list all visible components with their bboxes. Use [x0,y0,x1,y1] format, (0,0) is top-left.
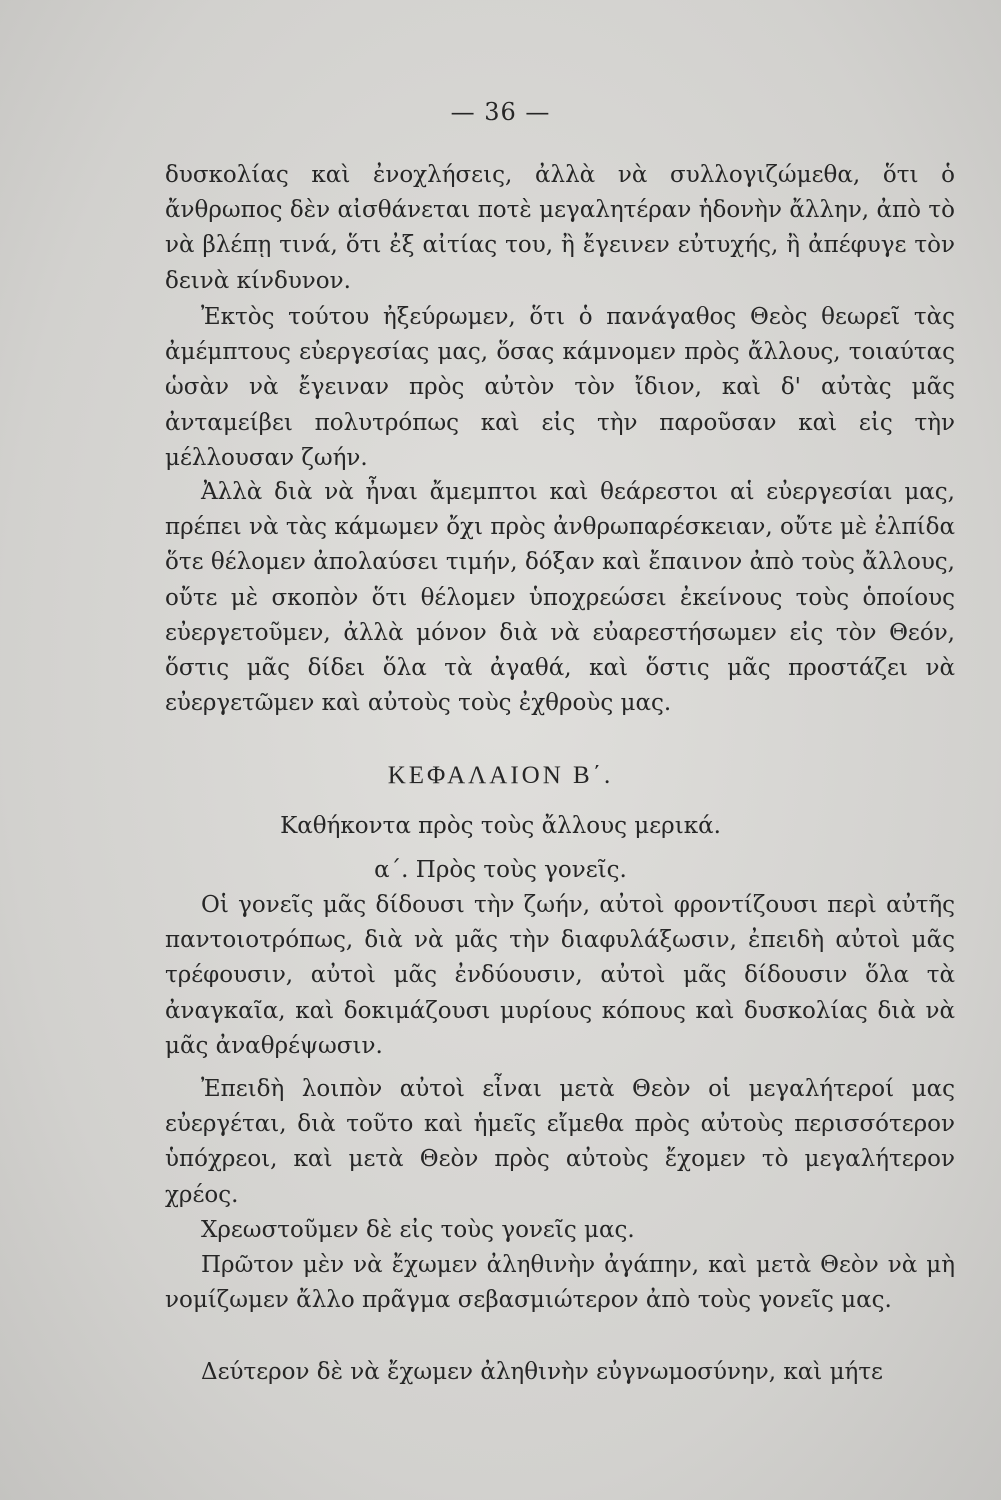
paragraph-3 [165,475,955,721]
chapter-subtitle: Καθήκοντα πρὸς τοὺς ἄλλους μερικά. [280,813,721,839]
paragraph-text: Χρεωστοῦμεν δὲ εἰς τοὺς γονεῖς μας. [201,1217,635,1243]
paragraph-text: δυσκολίας καὶ ἐνοχλήσεις, ἀλλὰ νὰ συλλογιζώμεθα, ὅτι ὁ ἄνθρωπος δὲν αἰσθάνεται ποτὲ μεγαλητέραν ἡδονὴν ἄλλην, ἀπὸ τὸ νὰ βλέπῃ τινά, ὅτι ἐξ αἰτίας του, ἢ ἔγεινεν εὐτυχής, ἢ ἀπέφυγε τὸν δεινὰ κίνδυνον. [165,162,955,294]
section-title: α΄. Πρὸς τοὺς γονεῖς. [374,857,627,883]
paragraph-2 [165,300,955,476]
paragraph-text: Πρῶτον μὲν νὰ ἔχωμεν ἀληθινὴν ἀγάπην, καὶ μετὰ Θεὸν νὰ μὴ νομίζωμεν ἄλλο πρᾶγμα σεβασμιώτερον ἀπὸ τοὺς γονεῖς μας. [165,1252,955,1314]
paragraph-6 [165,1213,955,1248]
paragraph-7 [165,1248,955,1318]
chapter-title: ΚΕΦΑΛΑΙΟΝ Β΄. [387,762,614,789]
paragraph-text: Οἱ γονεῖς μᾶς δίδουσι τὴν ζωήν, αὐτοὶ φροντίζουσι περὶ αὐτῆς παντοιοτρόπως, διὰ νὰ μᾶς τὴν διαφυλάξωσιν, ἐπειδὴ αὐτοὶ μᾶς τρέφουσιν, αὐτοὶ μᾶς ἐνδύουσιν, αὐτοὶ μᾶς δίδουσιν ὅλα τὰ ἀναγκαῖα, καὶ δοκιμάζουσι μυρίους κόπους καὶ δυσκολίας διὰ νὰ μᾶς ἀναθρέψωσιν. [165,892,955,1059]
paragraph-8 [165,1355,955,1390]
page-number: — 36 — [450,98,551,126]
paragraph-1 [165,158,955,299]
paragraph-text: Ἐπειδὴ λοιπὸν αὐτοὶ εἶναι μετὰ Θεὸν οἱ μεγαλήτεροί μας εὐεργέται, διὰ τοῦτο καὶ ἡμεῖς εἴμεθα πρὸς αὐτοὺς περισσότερον ὑπόχρεοι, καὶ μετὰ Θεὸν πρὸς αὐτοὺς ἔχομεν τὸ μεγαλήτερον χρέος. [165,1076,955,1208]
paragraph-text: Ἀλλὰ διὰ νὰ ἦναι ἄμεμπτοι καὶ θεάρεστοι αἱ εὐεργεσίαι μας, πρέπει νὰ τὰς κάμωμεν ὄχι πρὸς ἀνθρωπαρέσκειαν, οὔτε μὲ ἐλπίδα ὅτε θέλομεν ἀπολαύσει τιμήν, δόξαν καὶ ἔπαινον ἀπὸ τοὺς ἄλλους, οὔτε μὲ σκοπὸν ὅτι θέλομεν ὑποχρεώσει ἐκείνους τοὺς ὁποίους εὐεργετοῦμεν, ἀλλὰ μόνον διὰ νὰ εὐαρεστήσωμεν εἰς τὸν Θεόν, ὅστις μᾶς δίδει ὅλα τὰ ἀγαθά, καὶ ὅστις μᾶς προστάζει νὰ εὐεργετῶμεν καὶ αὐτοὺς τοὺς ἐχθροὺς μας. [165,479,955,717]
paragraph-4 [165,888,955,1064]
paragraph-5 [165,1072,955,1213]
paragraph-text: Δεύτερον δὲ νὰ ἔχωμεν ἀληθινὴν εὐγνωμοσύνην, καὶ μήτε [201,1359,883,1385]
paragraph-text: Ἐκτὸς τούτου ἠξεύρωμεν, ὅτι ὁ πανάγαθος Θεὸς θεωρεῖ τὰς ἀμέμπτους εὐεργεσίας μας, ὅσας κάμνομεν πρὸς ἄλλους, τοιαύτας ὡσὰν νὰ ἔγειναν πρὸς αὐτὸν τὸν ἴδιον, καὶ δ' αὐτὰς μᾶς ἀνταμείβει πολυτρόπως καὶ εἰς τὴν παροῦσαν καὶ εἰς τὴν μέλλουσαν ζωήν. [165,304,955,471]
